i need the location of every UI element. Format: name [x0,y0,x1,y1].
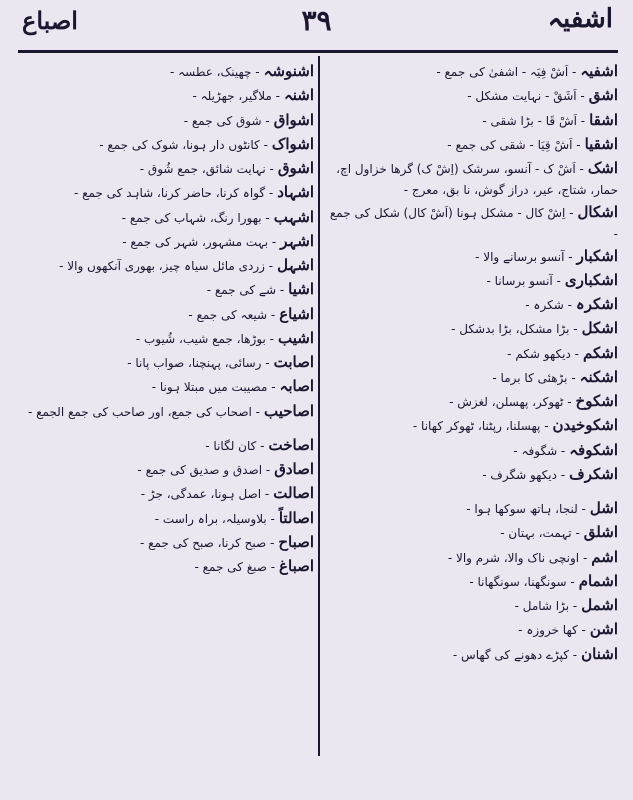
dictionary-entry [326,317,618,340]
definition: - کھا خروزہ - [518,623,586,638]
dictionary-entry [22,458,314,481]
dictionary-entry [326,463,618,486]
dictionary-entry [326,245,618,268]
headword: اشہل [277,256,314,274]
headword: اشکرف [569,464,618,483]
dictionary-entry [326,293,618,316]
dictionary-entry [22,507,314,530]
definition: - پھسلنا، رپٹنا، ٹھوکر کھانا - [412,419,549,434]
definition: - اصدق و صدیق کی جمع - [137,463,271,477]
definition: - ٹھوکر، پھسلن، لغزش - [449,395,572,410]
dictionary-entry [326,414,618,437]
definition: - کان لگانا - [205,438,265,453]
definition: - اَشْ ک - آنسو، سرشک (اِشْ ک) گرھا خزاول اچ، حمار، شتاج، عیر، دراز گوش، نا بق، معرج - [336,162,618,198]
page-header [0,0,633,52]
headword: اشنان [581,644,618,663]
headword: اشکوخ [575,392,618,411]
left-column [22,60,314,579]
definition: - بہت مشہور، شہر کی جمع - [122,234,277,249]
dictionary-entry [326,570,618,593]
headword: اشنہ [283,86,314,105]
dictionary-entry [326,643,618,666]
dictionary-entry [22,531,314,554]
dictionary-entry [22,84,314,107]
definition: - چھینک، عطسہ - [169,65,260,79]
dictionary-entry [326,497,618,520]
definition: - اصحاب کی جمع، اور صاحب کی جمع الجمع - [27,404,260,419]
dictionary-entry [326,84,618,107]
definition: - رسائی، پہنچنا، صواب پانا - [127,356,270,370]
headword: اشمل [581,596,618,615]
dictionary-entry [326,594,618,617]
headword: اشم [591,547,618,566]
headword: اصباغ [279,557,314,575]
headword: اصاخت [268,435,314,454]
definition: - بوڑھا، جمع شیب، شُیوب - [135,331,274,346]
definition: - شوق کی جمع - [183,113,270,128]
definition: - بڑھئی کا برما - [492,370,576,385]
headword: اشکوخیدن [552,416,618,435]
headword: اشہر [280,231,314,250]
definition: - کپڑے دھونے کی گھاس - [452,647,578,662]
dictionary-entry [22,555,314,578]
headword: اشکوفہ [569,440,618,459]
headword: اصابت [273,353,314,371]
headword: اصالتاً [278,508,314,527]
headword: اشق [588,86,618,105]
definition: - مصیبت میں مبتلا ہونا - [151,380,276,395]
definition: - بڑا مشکل، بڑا بدشکل - [451,322,578,337]
definition: - اَشَقْ - نہایت مشکل - [467,89,585,104]
headword: اشوق [277,159,314,177]
definition: - اَشْ قَا - بڑا شقی - [482,113,586,128]
dictionary-entry [22,434,314,457]
definition: - بھورا رنگ، شہاب کی جمع - [121,210,270,225]
definition: - آنسو برسانا - [486,273,561,288]
definition: - اونچی ناک والا، شرم والا - [447,550,588,565]
dictionary-entry [326,521,618,544]
headword: اشکنہ [579,367,618,386]
definition: - اِشْ کال - مشکل ہونا (اَشْ کال) شکل کی جمع - [329,205,618,242]
definition: - بڑا شامل - [514,599,578,614]
dictionary-entry [22,303,314,326]
definition: - صبغ کی جمع - [194,560,276,574]
definition: - اَشْ فِیَہ - اشفیٰ کی جمع - [436,65,577,79]
definition: - بلاوسیلہ، براہ راست - [154,511,275,526]
dictionary-entry [326,157,618,200]
page-number: ۳۹ [301,4,332,37]
headword: اشفیہ [580,62,618,80]
headword: اشکباری [564,270,618,289]
headword: اشہب [273,207,314,226]
headword: اشکبار [576,246,618,265]
definition: - آنسو برسانے والا - [475,249,573,264]
dictionary-entry [326,618,618,641]
headword: اصادق [274,460,314,478]
column-divider [318,56,320,756]
dictionary-entry [22,278,314,301]
right-guide-word: اشفیہ [547,4,613,34]
headword: اشل [589,499,618,518]
dictionary-entry [22,181,314,204]
dictionary-entry [22,400,314,423]
headword: اشواک [271,134,314,153]
entry-gap [22,424,314,434]
dictionary-entry [326,60,618,83]
dictionary-entry [22,375,314,398]
headword: اصالت [273,484,314,503]
definition: - شے کی جمع - [206,283,285,298]
header-rule [18,50,618,53]
headword: اشلق [583,523,618,542]
headword: اصابہ [279,377,314,396]
definition: - صبح کرنا، صبح کی جمع - [139,535,275,550]
definition: - شیعہ کی جمع - [188,307,276,322]
definition: - ملاگیر، جھڑیلہ - [192,89,280,104]
dictionary-entry [326,109,618,132]
headword: اشن [589,620,618,639]
right-column [326,60,618,667]
dictionary-entry [22,206,314,229]
headword: اصاحیب [263,401,314,420]
headword: اشکل [581,319,618,338]
definition: - کانٹوں دار ہونا، شوک کی جمع - [99,137,268,152]
headword: اشکرہ [575,295,618,314]
definition: - شکرہ - [525,298,572,313]
dictionary-entry [22,327,314,350]
dictionary-entry [326,366,618,389]
definition: - تہمت، بہتان - [500,526,580,541]
definition: - دیکھو شکم - [507,346,579,361]
headword: اشک [587,159,618,177]
definition: - اصل ہونا، عمدگی، جڑ - [140,487,270,502]
dictionary-entry [326,546,618,569]
definition: - اَشْ قِیَا - شقی کی جمع - [447,137,581,152]
headword: اشہاد [277,183,314,202]
dictionary-entry [22,351,314,374]
headword: اشیب [278,328,314,347]
headword: اشنوشہ [263,62,314,80]
dictionary-entry [326,390,618,413]
headword: اشکم [582,343,618,362]
headword: اشیا [288,280,314,299]
dictionary-entry [22,157,314,180]
definition: - دیکھو شگرف - [482,467,566,482]
definition: - گواہ کرنا، حاضر کرنا، شاہد کی جمع - [73,186,274,201]
dictionary-entry [22,254,314,277]
headword: اشیاع [279,304,314,323]
entry-gap [326,487,618,497]
headword: اشواق [273,110,314,129]
dictionary-entry [326,269,618,292]
dictionary-entry [326,201,618,244]
dictionary-entry [326,342,618,365]
dictionary-entry [326,133,618,156]
headword: اشقا [589,110,618,129]
headword: اشکال [577,202,618,221]
headword: اصباح [278,532,314,551]
definition: - سونگھنا، سونگھانا - [469,574,575,589]
dictionary-entry [22,482,314,505]
dictionary-entry [326,439,618,462]
left-guide-word: اصباع [22,6,78,35]
definition: - زردی مائل سیاہ چیز، بھوری آنکھوں والا - [59,259,274,273]
definition: - نہایت شائق، جمع شُوق - [139,162,274,176]
definition: - لنجا، ہاتھ سوکھا ہوا - [466,502,586,517]
dictionary-entry [22,230,314,253]
headword: اشمام [578,571,618,590]
dictionary-entry [22,60,314,83]
dictionary-entry [22,133,314,156]
dictionary-entry [22,109,314,132]
definition: - شگوفہ - [513,443,566,458]
headword: اشقیا [584,134,618,153]
